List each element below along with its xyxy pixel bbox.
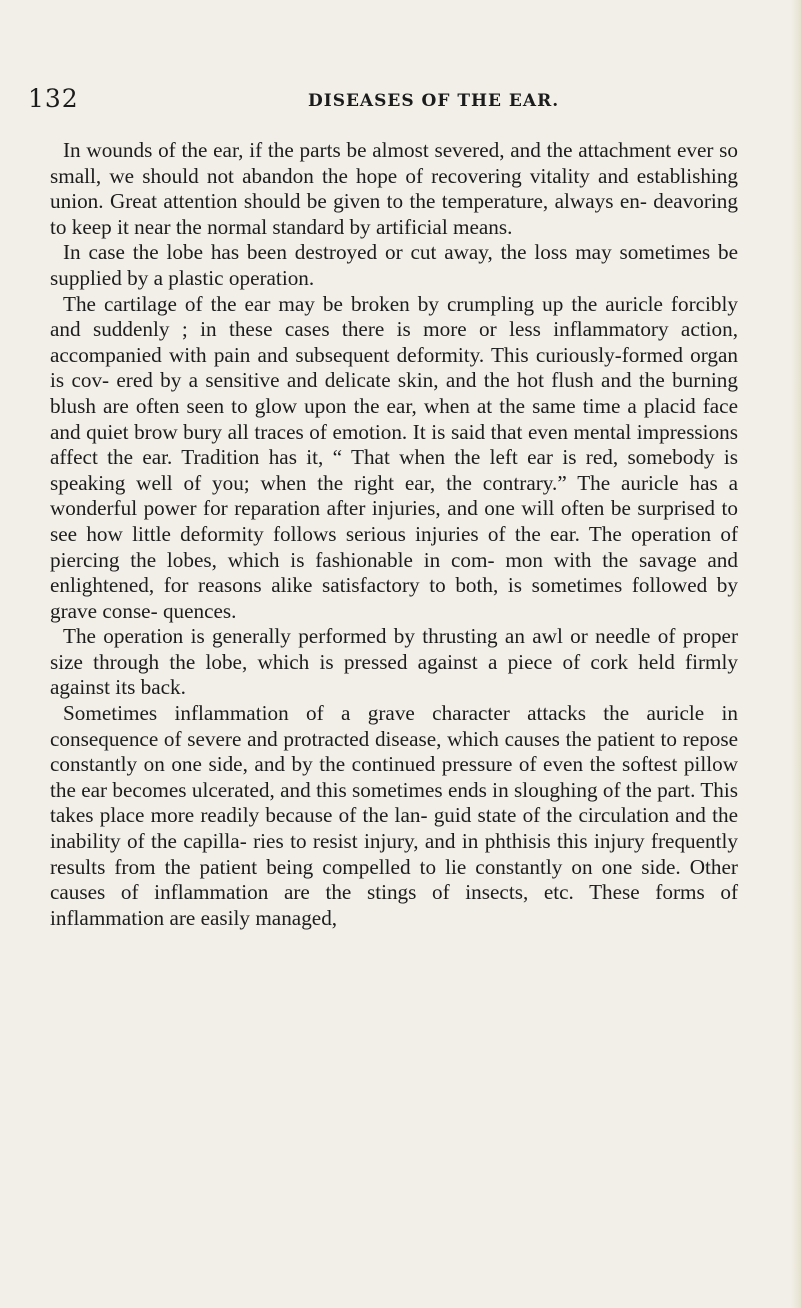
paragraph-inflammation: Sometimes inflammation of a grave character attacks the auricle in consequence of severe and protracted disease, which causes the patient to repose constantly on one side, and by the continued pressure of even the softest pillow the ear becomes ulcerated, and this sometimes ends in sloughing of the part. This takes place more readily because of the lan- guid state of the circulation and the inability of the capilla- ries to resist injury, and in phthisis this injury frequently results from the patient being compelled to lie constantly on one side. Other causes of inflammation are the stings of insects, etc. These forms of inflammation are easily managed, — [50, 701, 738, 930]
running-head-title: DISEASES OF THE EAR. — [308, 91, 560, 111]
body-text — [50, 138, 738, 931]
page-edge-shadow — [791, 0, 801, 1308]
running-head — [28, 84, 788, 118]
paragraph-piercing-operation: The operation is generally performed by thrusting an awl or needle of proper size through the lobe, which is pressed against a piece of cork held firmly against its back. — [50, 624, 738, 700]
page-number: 132 — [28, 84, 79, 113]
paragraph-lobe-loss: In case the lobe has been destroyed or cut away, the loss may sometimes be supplied by a plastic operation. — [50, 240, 738, 290]
paragraph-cartilage: The cartilage of the ear may be broken by crumpling up the auricle forcibly and suddenly ; in these cases there is more or less inflammatory action, accompanied with pain and subsequent deformity. This curiously-formed organ is cov- ered by a sensitive and delicate skin, and the hot flush and the burning blush are often seen to glow upon the ear, when at the same time a placid face and quiet brow bury all traces of emotion. It is said that even mental impressions affect the ear. Tradition has it, “ That when the left ear is red, somebody is speaking well of you; when the right ear, the contrary.” The auricle has a wonderful power for reparation after injuries, and one will often be surprised to see how little deformity follows serious injuries of the ear. The operation of piercing the lobes, which is fashionable in com- mon with the savage and enlightened, for reasons alike satisfactory to both, is sometimes followed by grave conse- quences. — [50, 291, 738, 623]
paragraph-wounds: In wounds of the ear, if the parts be almost severed, and the attachment ever so small, we should not abandon the hope of recovering vitality and establishing union. Great attention should be given to the temperature, always en- deavoring to keep it near the normal standard by artificial means. — [50, 138, 738, 239]
